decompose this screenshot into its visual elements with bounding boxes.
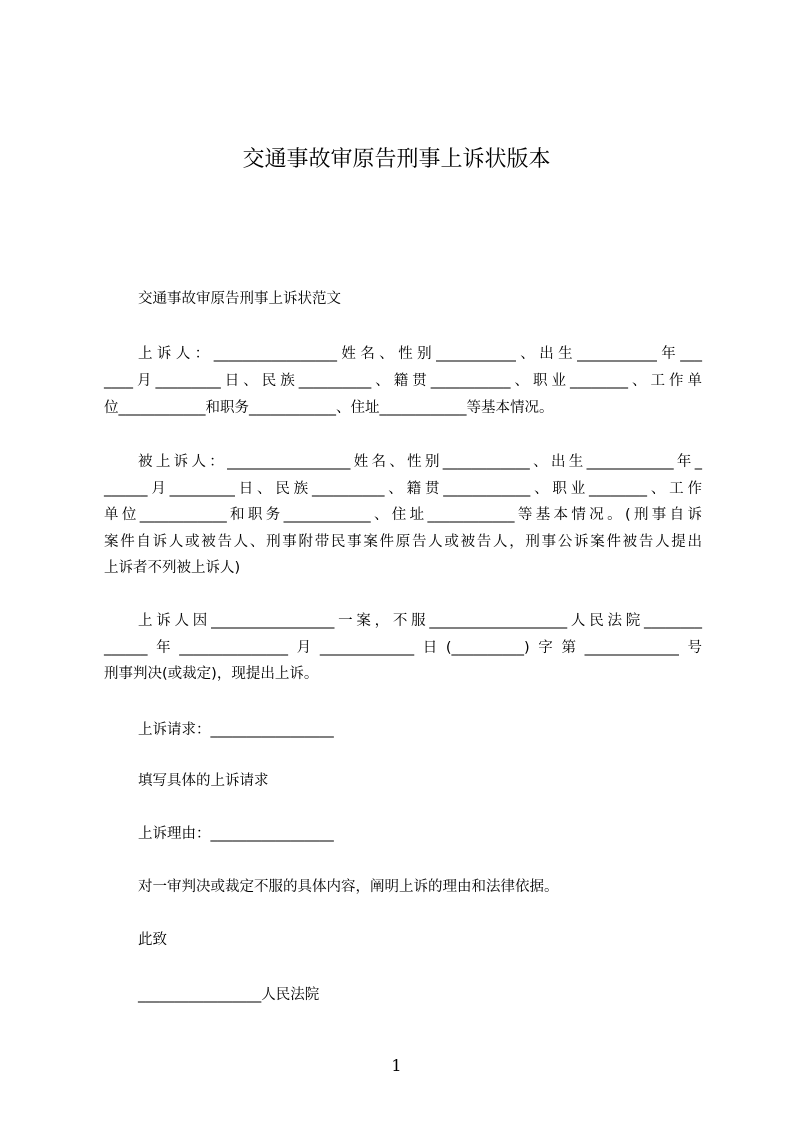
appeal-reason-label: 上诉理由：_________________ xyxy=(138,826,334,842)
appellant-line-1: 上诉人：_________________姓名、性别___________、出生___________年___ xyxy=(138,346,702,362)
appellee-line-5: 上诉者不列被上诉人) xyxy=(104,560,241,576)
page-number: 1 xyxy=(391,1056,402,1075)
section-heading: 交通事故审原告刑事上诉状范文 xyxy=(138,291,341,307)
appellee-line-3: 单位____________和职务____________、住址____________等基本情况。(刑事自诉 xyxy=(104,507,702,523)
document-title: 交通事故审原告刑事上诉状版本 xyxy=(242,147,551,172)
appellee-line-2: ______月_________日、民族__________、籍贯____________、职业________、工作 xyxy=(104,481,702,497)
salutation: 此致 xyxy=(138,932,167,948)
appeal-reason-hint: 对一审判决或裁定不服的具体内容，阐明上诉的理由和法律依据。 xyxy=(138,879,559,895)
case-line-3: 刑事判决(或裁定)，现提出上诉。 xyxy=(104,666,319,682)
appellee-line-4: 案件自诉人或被告人、刑事附带民事案件原告人或被告人，刑事公诉案件被告人提出 xyxy=(104,534,702,550)
appellant-line-3: 位____________和职务____________、住址____________等基本情况。 xyxy=(104,400,554,416)
appeal-request-hint: 填写具体的上诉请求 xyxy=(138,773,269,789)
appellee-line-1: 被上诉人：_________________姓名、性别____________、出生____________年_ xyxy=(138,454,702,470)
case-line-2: ______年_______________月_____________日(__________)字第_____________号 xyxy=(104,640,702,656)
appeal-request-label: 上诉请求：_________________ xyxy=(138,722,334,738)
case-line-1: 上诉人因_________________一案，不服___________________人民法院________ xyxy=(138,613,702,629)
appellant-line-2: ____月_________日、民族__________、籍贯___________、职业________、工作单 xyxy=(104,373,702,389)
court-line: _________________人民法院 xyxy=(138,987,320,1003)
